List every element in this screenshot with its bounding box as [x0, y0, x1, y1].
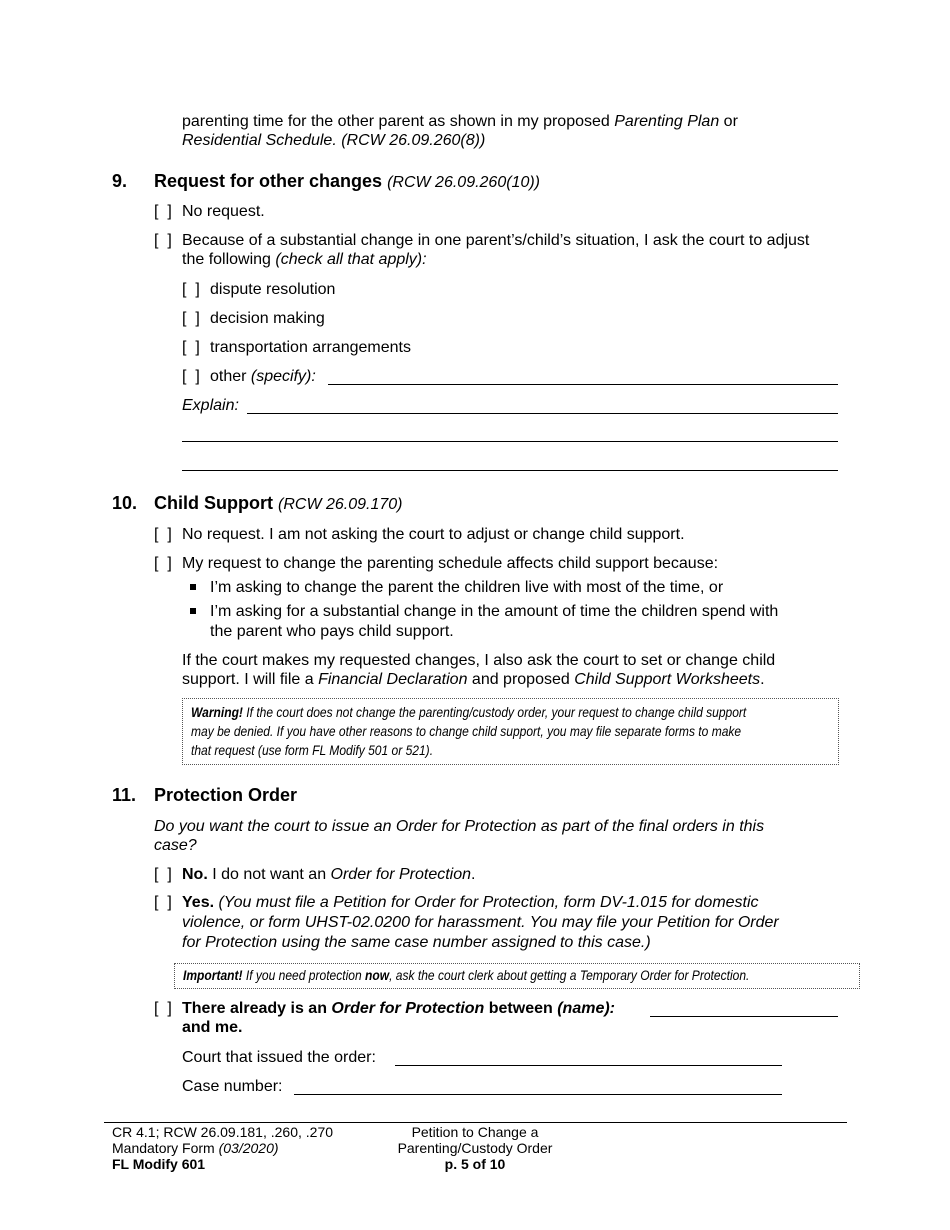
para-10-and-proposed: and proposed	[467, 671, 575, 688]
footer-divider	[104, 1122, 847, 1123]
label-11-court: Court that issued the order:	[182, 1049, 376, 1066]
footer-date: (03/2020)	[218, 1140, 279, 1156]
checkbox-11-yes[interactable]: [ ]	[154, 894, 172, 911]
checkbox-9-other[interactable]: [ ]	[182, 368, 200, 385]
checkbox-9-transportation[interactable]: [ ]	[182, 339, 200, 356]
intro-residential-schedule: Residential Schedule	[182, 132, 333, 149]
checkbox-11-existing[interactable]: [ ]	[154, 1000, 172, 1017]
bullet-10-2-line-1: I’m asking for a substantial change in the amount of time the children spend with	[210, 603, 779, 620]
important-box	[174, 963, 860, 989]
bullet-icon	[190, 608, 196, 614]
intro-line-2	[182, 131, 485, 151]
label-11-no-text: I do not want an	[207, 866, 331, 883]
label-9-other	[210, 367, 316, 387]
label-11-existing-line-2: and me.	[182, 1019, 243, 1036]
checkbox-10-no-request[interactable]: [ ]	[154, 526, 172, 543]
explain-field-line-3[interactable]	[182, 470, 838, 471]
checkbox-9-decision-making[interactable]: [ ]	[182, 310, 200, 327]
section-11-number: 11.	[112, 785, 137, 805]
intro-rcw: . (RCW 26.09.260(8))	[332, 132, 486, 149]
label-11-yes-bold: Yes.	[182, 894, 215, 911]
footer-page-number: p. 5 of 10	[444, 1156, 506, 1172]
bullet-10-1: I’m asking to change the parent the children live with most of the time, or	[210, 579, 724, 596]
label-9-decision-making: decision making	[210, 310, 325, 327]
para-10-line-2	[182, 670, 765, 690]
label-11-existing-name: (name):	[557, 1000, 615, 1017]
footer-left-1: CR 4.1; RCW 26.09.181, .260, .270	[112, 1124, 334, 1140]
intro-text: parenting time for the other parent as shown in my proposed	[182, 113, 615, 130]
checkbox-9-dispute-resolution[interactable]: [ ]	[182, 281, 200, 298]
section-9-number: 9.	[112, 171, 128, 191]
checkbox-10-affects[interactable]: [ ]	[154, 555, 172, 572]
court-field[interactable]	[395, 1065, 782, 1066]
case-number-field[interactable]	[294, 1094, 782, 1095]
label-11-case-number: Case number:	[182, 1078, 283, 1095]
label-9-other-text: other	[210, 368, 251, 385]
bullet-icon	[190, 584, 196, 590]
label-9-transportation: transportation arrangements	[210, 339, 411, 356]
para-10-financial-declaration: Financial Declaration	[318, 671, 468, 688]
question-11-line-2: case?	[154, 837, 197, 854]
label-11-yes-text-1: (You must file a Petition for Order for Protection, form DV-1.015 for domestic	[214, 894, 759, 911]
checkbox-9-adjust[interactable]: [ ]	[154, 232, 172, 249]
label-11-existing-line-1	[182, 999, 615, 1019]
explain-field-line-1[interactable]	[247, 413, 838, 414]
para-10-period: .	[760, 671, 765, 688]
important-label: Important!	[183, 967, 243, 983]
footer-left-2	[112, 1140, 279, 1156]
label-11-order-for-protection: Order for Protection	[330, 866, 472, 883]
label-11-yes-line-3: for Protection using the same case number assigned to this case.)	[182, 934, 651, 951]
footer-form-id: FL Modify 601	[112, 1156, 206, 1172]
intro-parenting-plan: Parenting Plan	[614, 113, 720, 130]
warning-line-1	[191, 703, 746, 723]
section-11-title-text: Protection Order	[154, 785, 298, 805]
label-11-yes-line-2: violence, or form UHST-02.0200 for harassment. You may file your Petition for Order	[182, 914, 779, 931]
important-now: now	[365, 967, 390, 983]
warning-line-3: that request (use form FL Modify 501 or 521).	[191, 742, 434, 758]
label-9-adjust-line-2	[182, 250, 427, 270]
label-10-affects: My request to change the parenting schedule affects child support because:	[182, 555, 719, 572]
section-10-number: 10.	[112, 493, 138, 513]
label-9-adjust-line-1: Because of a substantial change in one parent’s/child’s situation, I ask the court to adjust	[182, 232, 810, 249]
warning-text-1: If the court does not change the parenting/custody order, your request to change child support	[242, 704, 747, 720]
section-9-title-text: Request for other changes	[154, 171, 383, 191]
label-11-existing-a: There already is an	[182, 1000, 332, 1017]
intro-or: or	[719, 113, 738, 130]
section-10-title-text: Child Support	[154, 493, 273, 513]
para-10-line-1: If the court makes my requested changes, I also ask the court to set or change child	[182, 652, 776, 669]
label-9-explain: Explain:	[182, 397, 239, 414]
label-9-check-all: (check all that apply):	[275, 251, 427, 268]
para-10-support: support. I will file a	[182, 671, 319, 688]
checkbox-11-no[interactable]: [ ]	[154, 866, 172, 883]
bullet-10-2-line-2: the parent who pays child support.	[210, 623, 454, 640]
warning-box	[182, 698, 839, 765]
section-9-rcw: (RCW 26.09.260(10))	[387, 174, 541, 191]
section-9-title	[154, 170, 540, 194]
footer-mandatory: Mandatory Form	[112, 1140, 219, 1156]
existing-name-field[interactable]	[650, 1016, 838, 1017]
label-9-dispute-resolution: dispute resolution	[210, 281, 336, 298]
label-11-no	[182, 865, 475, 885]
section-10-title	[154, 492, 403, 516]
warning-label: Warning!	[191, 704, 243, 720]
label-11-existing-order: Order for Protection	[331, 1000, 485, 1017]
label-9-specify: (specify):	[250, 368, 316, 385]
label-11-yes-line-1	[182, 893, 759, 913]
footer-center-2: Parenting/Custody Order	[397, 1140, 553, 1156]
section-10-rcw: (RCW 26.09.170)	[278, 496, 403, 513]
checkbox-9-no-request[interactable]: [ ]	[154, 203, 172, 220]
explain-field-line-2[interactable]	[182, 441, 838, 442]
label-11-existing-between: between	[484, 1000, 558, 1017]
warning-line-2: may be denied. If you have other reasons to change child support, you may file separate forms to make	[191, 723, 742, 739]
important-line	[183, 966, 749, 986]
section-11-title	[154, 784, 297, 806]
label-9-adjust-following: the following	[182, 251, 276, 268]
label-9-no-request: No request.	[182, 203, 265, 220]
important-text-a: If you need protection	[242, 967, 366, 983]
other-specify-field[interactable]	[328, 384, 838, 385]
intro-line-1	[182, 112, 738, 132]
important-text-b: , ask the court clerk about getting a Temporary Order for Protection.	[389, 967, 750, 983]
footer-center-1: Petition to Change a	[411, 1124, 539, 1140]
label-11-no-bold: No.	[182, 866, 208, 883]
para-10-worksheets: Child Support Worksheets	[574, 671, 761, 688]
label-10-no-request: No request. I am not asking the court to adjust or change child support.	[182, 526, 685, 543]
label-11-no-period: .	[471, 866, 476, 883]
question-11-line-1: Do you want the court to issue an Order for Protection as part of the final orders in this	[154, 818, 765, 835]
